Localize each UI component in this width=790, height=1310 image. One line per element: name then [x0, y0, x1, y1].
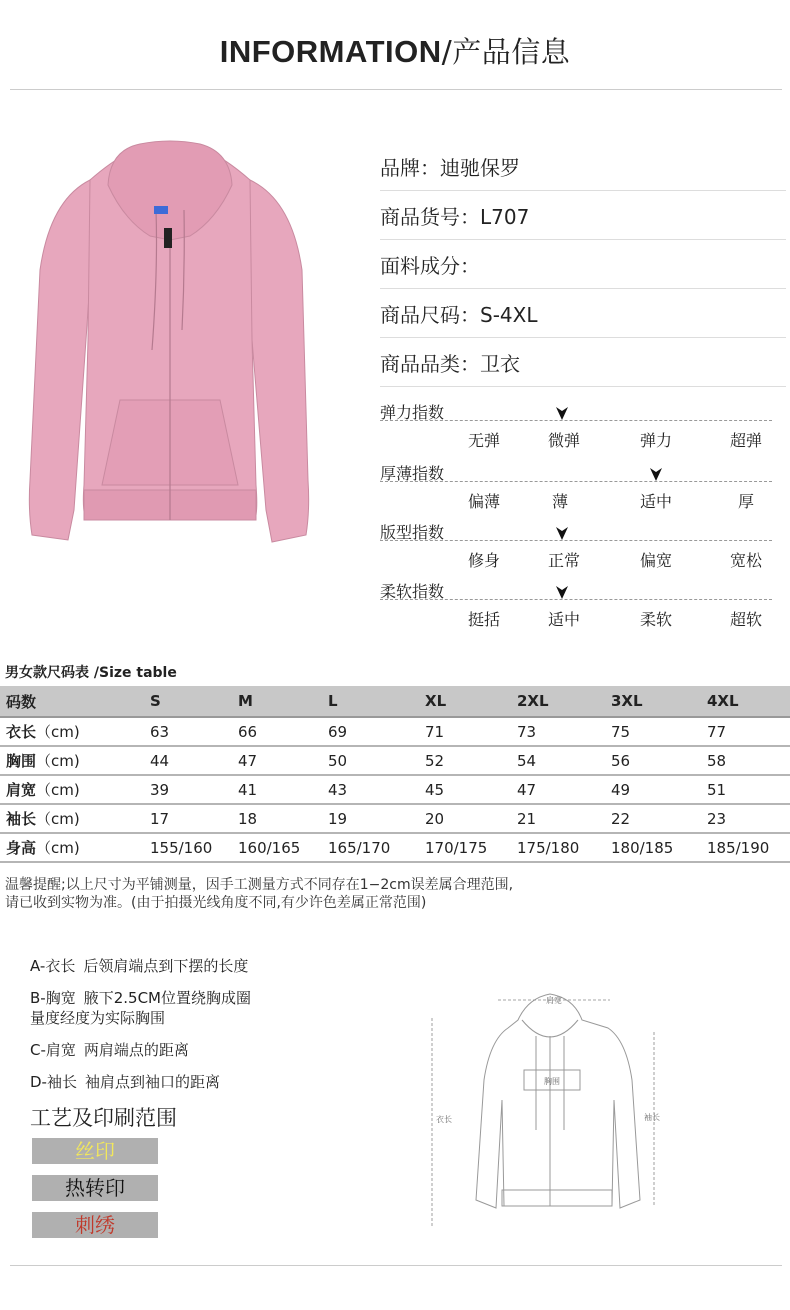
info-brand: 品牌：迪驰保罗 — [380, 142, 786, 191]
definition-length: A-衣长 后领肩端点到下摆的长度 — [30, 957, 249, 975]
note-line: 请已收到实物为准。(由于拍摄光线角度不同,有少许色差属正常范围) — [5, 895, 427, 911]
diagram-sleeve-label: 袖长 — [644, 1113, 660, 1122]
craft-screen-print: 丝印 — [32, 1138, 158, 1164]
table-row — [0, 833, 790, 862]
index-option: 挺括 — [468, 610, 501, 629]
definition-shoulder: C-肩宽 两肩端点的距离 — [30, 1041, 189, 1059]
selected-marker-icon — [554, 584, 570, 600]
table-cell: 44 — [150, 746, 238, 775]
hoodie-product-image — [20, 140, 320, 560]
index-softness — [380, 579, 786, 639]
measurement-definitions — [30, 956, 251, 1104]
note-line: 温馨提醒;以上尺寸为平铺测量，因手工测量方式不同存在1−2cm误差属合理范围, — [5, 877, 514, 893]
diagram-shoulder-label: 肩宽 — [546, 996, 562, 1005]
size-table — [0, 686, 790, 863]
diagram-chest-label: 胸围 — [544, 1077, 560, 1086]
index-option-selected: 微弹 — [548, 431, 581, 450]
info-category: 商品品类：卫衣 — [380, 338, 786, 387]
size-column-header: 2XL — [517, 686, 611, 717]
size-table-header — [0, 686, 790, 717]
table-cell: 75 — [611, 717, 707, 746]
table-cell: 160/165 — [238, 833, 328, 862]
index-label: 柔软指数 — [380, 582, 445, 601]
title-cn: 产品信息 — [452, 35, 571, 69]
index-label: 弹力指数 — [380, 403, 445, 422]
table-cell: 77 — [707, 717, 790, 746]
index-option: 超软 — [730, 610, 763, 629]
craft-title: 工艺及印刷范围 — [30, 1106, 177, 1130]
info-fabric: 面料成分： — [380, 240, 786, 289]
index-option: 无弹 — [468, 431, 501, 450]
definition-chest: B-胸宽 腋下2.5CM位置绕胸成圈 量度经度为实际胸围 — [30, 989, 251, 1027]
row-header: 身高（cm) — [0, 833, 150, 862]
title-en: INFORMATION — [219, 34, 442, 69]
definition-sleeve: D-袖长 袖肩点到袖口的距离 — [30, 1073, 220, 1091]
craft-embroidery: 刺绣 — [32, 1212, 158, 1238]
hoodie-body — [29, 141, 308, 542]
index-label: 版型指数 — [380, 523, 445, 542]
table-row — [0, 746, 790, 775]
product-info-list — [380, 142, 786, 387]
index-divider — [380, 420, 772, 421]
index-option: 柔软 — [640, 610, 673, 629]
header-label: 码数 — [0, 686, 150, 717]
table-cell: 54 — [517, 746, 611, 775]
table-cell: 19 — [328, 804, 425, 833]
table-cell: 155/160 — [150, 833, 238, 862]
craft-heat-transfer: 热转印 — [32, 1175, 158, 1201]
index-option: 厚 — [738, 492, 755, 511]
table-cell: 63 — [150, 717, 238, 746]
index-option: 超弹 — [730, 431, 763, 450]
table-cell: 41 — [238, 775, 328, 804]
table-cell: 69 — [328, 717, 425, 746]
row-header: 袖长（cm) — [0, 804, 150, 833]
table-cell: 49 — [611, 775, 707, 804]
size-table-title: 男女款尺码表 /Size table — [5, 665, 177, 681]
size-column-header: S — [150, 686, 238, 717]
table-cell: 43 — [328, 775, 425, 804]
bottom-divider — [10, 1265, 782, 1266]
table-cell: 22 — [611, 804, 707, 833]
table-cell: 50 — [328, 746, 425, 775]
index-divider — [380, 481, 772, 482]
index-option: 修身 — [468, 551, 501, 570]
neck-label-icon — [154, 206, 168, 214]
table-cell: 51 — [707, 775, 790, 804]
index-option: 宽松 — [730, 551, 763, 570]
table-cell: 18 — [238, 804, 328, 833]
table-row — [0, 804, 790, 833]
size-column-header: XL — [425, 686, 517, 717]
table-cell: 170/175 — [425, 833, 517, 862]
table-cell: 20 — [425, 804, 517, 833]
zipper-pull-icon — [164, 228, 172, 248]
table-cell: 175/180 — [517, 833, 611, 862]
index-option: 薄 — [552, 492, 569, 511]
index-thickness — [380, 461, 786, 521]
table-row — [0, 775, 790, 804]
index-divider — [380, 540, 772, 541]
index-elasticity — [380, 400, 786, 460]
table-cell: 185/190 — [707, 833, 790, 862]
table-cell: 58 — [707, 746, 790, 775]
table-cell: 45 — [425, 775, 517, 804]
table-cell: 39 — [150, 775, 238, 804]
table-cell: 52 — [425, 746, 517, 775]
table-cell: 180/185 — [611, 833, 707, 862]
table-cell: 47 — [517, 775, 611, 804]
size-column-header: 3XL — [611, 686, 707, 717]
table-cell: 47 — [238, 746, 328, 775]
title-sep: / — [441, 35, 453, 70]
index-option-selected: 正常 — [548, 551, 581, 570]
size-column-header: 4XL — [707, 686, 790, 717]
row-header: 胸围（cm) — [0, 746, 150, 775]
size-column-header: M — [238, 686, 328, 717]
diagram-length-label: 衣长 — [436, 1115, 452, 1124]
page-title — [0, 30, 790, 71]
index-option-selected: 适中 — [548, 610, 581, 629]
table-cell: 73 — [517, 717, 611, 746]
index-label: 厚薄指数 — [380, 464, 445, 483]
row-header: 肩宽（cm) — [0, 775, 150, 804]
table-cell: 21 — [517, 804, 611, 833]
table-cell: 56 — [611, 746, 707, 775]
title-divider — [10, 89, 782, 90]
info-item-number: 商品货号：L707 — [380, 191, 786, 240]
index-option: 偏薄 — [468, 492, 501, 511]
index-fit — [380, 520, 786, 580]
index-divider — [380, 599, 772, 600]
table-cell: 23 — [707, 804, 790, 833]
selected-marker-icon — [554, 525, 570, 541]
index-option: 弹力 — [640, 431, 673, 450]
table-cell: 17 — [150, 804, 238, 833]
table-row — [0, 717, 790, 746]
measurement-note — [5, 876, 790, 912]
size-column-header: L — [328, 686, 425, 717]
index-option: 偏宽 — [640, 551, 673, 570]
selected-marker-icon — [554, 405, 570, 421]
index-option-selected: 适中 — [640, 492, 673, 511]
table-cell: 165/170 — [328, 833, 425, 862]
table-cell: 71 — [425, 717, 517, 746]
info-sizes: 商品尺码：S-4XL — [380, 289, 786, 338]
table-cell: 66 — [238, 717, 328, 746]
measurement-diagram — [418, 980, 680, 1232]
selected-marker-icon — [648, 466, 664, 482]
row-header: 衣长（cm) — [0, 717, 150, 746]
